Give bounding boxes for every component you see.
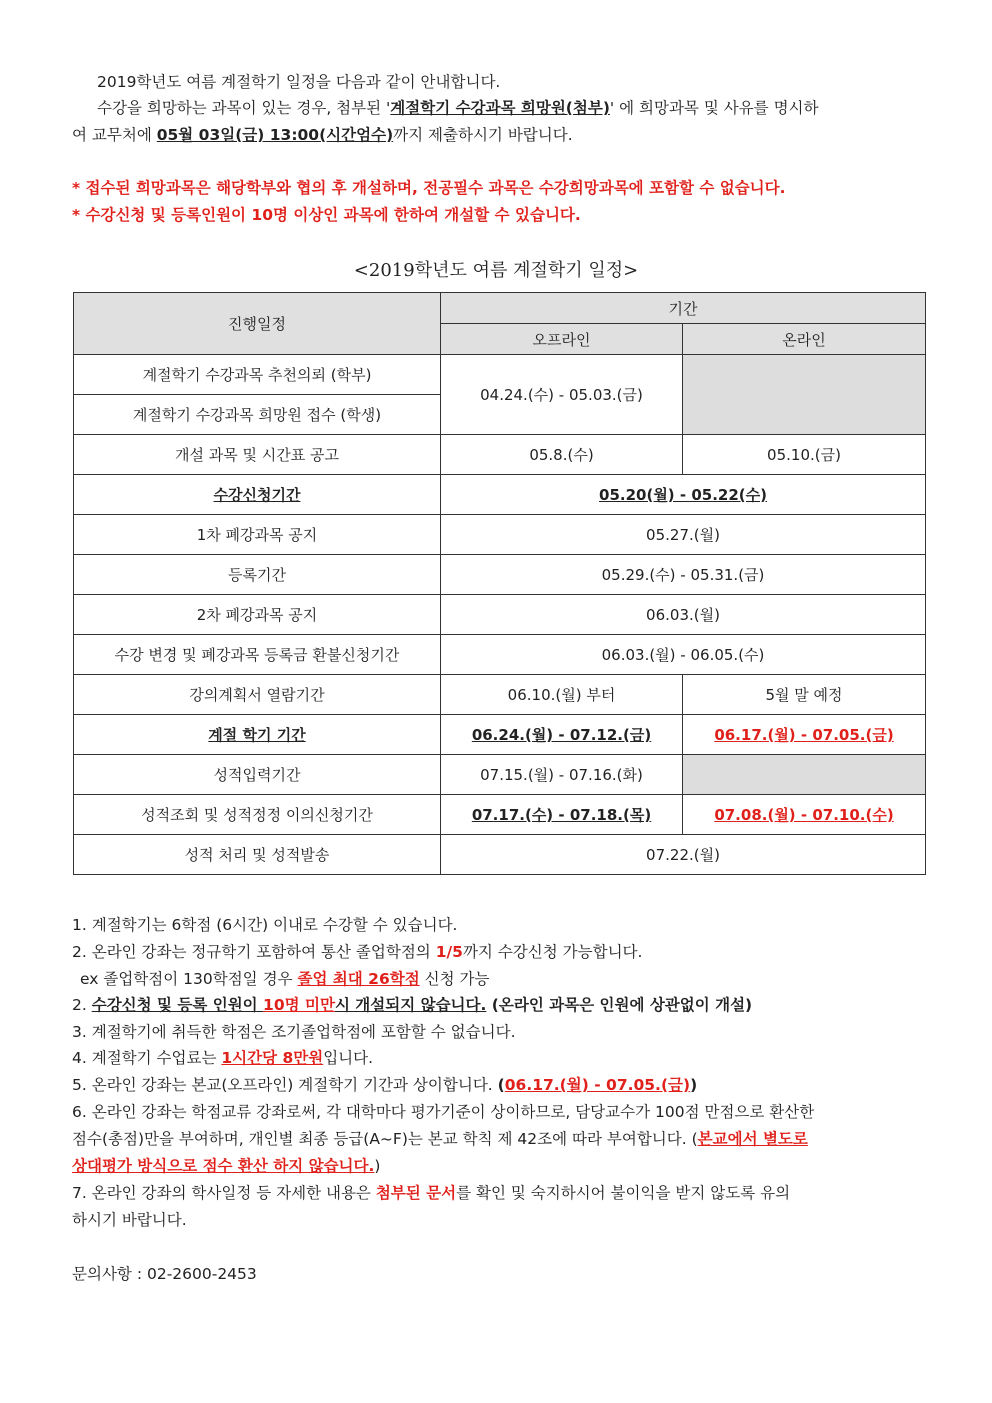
note-2-pre: 2. 온라인 강좌는 정규학기 포함하여 통산 졸업학점의 xyxy=(72,943,436,961)
note-2-example xyxy=(80,967,489,989)
note-7-pre: 7. 온라인 강좌의 학사일정 등 자세한 내용은 xyxy=(72,1184,376,1202)
note-6-line-2 xyxy=(72,1127,808,1149)
table-row xyxy=(74,795,926,835)
step-cell: 강의계획서 열람기간 xyxy=(74,675,441,715)
contact-info: 문의사항 : 02-2600-2453 xyxy=(72,1265,257,1283)
offline-cell: 06.10.(월) 부터 xyxy=(441,675,683,715)
note-2-example-credits: 졸업 최대 26학점 xyxy=(297,970,420,988)
table-row xyxy=(74,715,926,755)
intro-line-3-post: 까지 제출하시기 바랍니다. xyxy=(393,126,573,144)
offline-cell: 07.17.(수) - 07.18.(목) xyxy=(441,795,683,835)
offline-cell: 04.24.(수) - 05.03.(금) xyxy=(441,355,683,435)
header-online: 온라인 xyxy=(683,324,926,355)
note-2b-u1: 수강신청 및 등록 인원이 xyxy=(91,996,264,1014)
header-step: 진행일정 xyxy=(74,293,441,355)
table-row xyxy=(74,515,926,555)
note-5 xyxy=(72,1073,697,1095)
online-cell: 07.08.(월) - 07.10.(수) xyxy=(683,795,926,835)
period-cell: 07.22.(월) xyxy=(441,835,926,875)
note-2b-u2: 시 개설되지 않습니다. xyxy=(334,996,487,1014)
step-cell: 수강신청기간 xyxy=(74,475,441,515)
header-offline: 오프라인 xyxy=(441,324,683,355)
step-cell: 개설 과목 및 시간표 공고 xyxy=(74,435,441,475)
table-row xyxy=(74,595,926,635)
note-7-post: 를 확인 및 숙지하시어 불이익을 받지 않도록 유의 xyxy=(456,1184,791,1202)
step-cell: 2차 폐강과목 공지 xyxy=(74,595,441,635)
note-2-example-post: 신청 가능 xyxy=(419,970,490,988)
online-cell: 06.17.(월) - 07.05.(금) xyxy=(683,715,926,755)
step-cell: 성적입력기간 xyxy=(74,755,441,795)
note-6-line-3-close: ) xyxy=(374,1157,381,1175)
table-row xyxy=(74,835,926,875)
step-cell: 성적조회 및 성적정정 이의신청기간 xyxy=(74,795,441,835)
period-cell: 06.03.(월) xyxy=(441,595,926,635)
intro-line-1: 2019학년도 여름 계절학기 일정을 다음과 같이 안내합니다. xyxy=(97,73,501,91)
table-row xyxy=(74,755,926,795)
note-2b-number: 2. xyxy=(72,996,92,1014)
step-cell: 1차 폐강과목 공지 xyxy=(74,515,441,555)
step-cell: 성적 처리 및 성적발송 xyxy=(74,835,441,875)
note-2 xyxy=(72,940,642,962)
table-row xyxy=(74,355,926,395)
note-2b-minimum: 10명 미만 xyxy=(263,996,335,1014)
intro-line-2 xyxy=(97,96,819,118)
schedule-title: <2019학년도 여름 계절학기 일정> xyxy=(353,260,639,281)
step-cell: 계절학기 수강과목 희망원 접수 (학생) xyxy=(74,395,441,435)
note-5-period: 06.17.(월) - 07.05.(금) xyxy=(504,1076,691,1094)
offline-cell: 05.8.(수) xyxy=(441,435,683,475)
intro-line-2-pre: 수강을 희망하는 과목이 있는 경우, 첨부된 ' xyxy=(97,99,391,117)
table-row xyxy=(74,635,926,675)
notice-2: * 수강신청 및 등록인원이 10명 이상인 과목에 한하여 개설할 수 있습니다. xyxy=(72,206,581,224)
step-cell: 수강 변경 및 폐강과목 등록금 환불신청기간 xyxy=(74,635,441,675)
table-row xyxy=(74,475,926,515)
note-2-example-pre: ex 졸업학점이 130학점일 경우 xyxy=(80,970,298,988)
offline-cell: 06.24.(월) - 07.12.(금) xyxy=(441,715,683,755)
note-2-post: 까지 수강신청 가능합니다. xyxy=(462,943,643,961)
online-cell: 5월 말 예정 xyxy=(683,675,926,715)
online-cell-empty xyxy=(683,355,926,435)
note-4 xyxy=(72,1046,373,1068)
note-1: 1. 계절학기는 6학점 (6시간) 이내로 수강할 수 있습니다. xyxy=(72,916,458,934)
table-header-row xyxy=(74,293,926,324)
table-row xyxy=(74,675,926,715)
table-row xyxy=(74,435,926,475)
step-cell: 계절 학기 기간 xyxy=(74,715,441,755)
note-3: 3. 계절학기에 취득한 학점은 조기졸업학점에 포함할 수 없습니다. xyxy=(72,1023,516,1041)
period-cell: 05.27.(월) xyxy=(441,515,926,555)
header-period: 기간 xyxy=(441,293,926,324)
offline-cell: 07.15.(월) - 07.16.(화) xyxy=(441,755,683,795)
note-7-document: 첨부된 문서 xyxy=(375,1184,457,1202)
period-cell: 05.20(월) - 05.22(수) xyxy=(441,475,926,515)
note-5-close: ) xyxy=(690,1076,698,1094)
intro-line-2-post: ' 에 희망과목 및 사유를 명시하 xyxy=(609,99,819,117)
online-cell: 05.10.(금) xyxy=(683,435,926,475)
note-4-pre: 4. 계절학기 수업료는 xyxy=(72,1049,222,1067)
period-cell: 05.29.(수) - 05.31.(금) xyxy=(441,555,926,595)
step-cell: 계절학기 수강과목 추천의뢰 (학부) xyxy=(74,355,441,395)
step-cell: 등록기간 xyxy=(74,555,441,595)
schedule-table xyxy=(73,292,926,875)
note-2b-post: (온라인 과목은 인원에 상관없이 개설) xyxy=(486,996,753,1014)
note-6-line-1: 6. 온라인 강좌는 학점교류 강좌로써, 각 대학마다 평가기준이 상이하므로, 담당교수가 100점 만점으로 환산한 xyxy=(72,1103,815,1121)
online-cell-empty xyxy=(683,755,926,795)
note-6-line-3-red: 상대평가 방식으로 점수 환산 하지 않습니다. xyxy=(72,1157,375,1175)
note-2-fraction: 1/5 xyxy=(435,943,463,961)
note-5-pre: 5. 온라인 강좌는 본교(오프라인) 계절학기 기간과 상이합니다. xyxy=(72,1076,498,1094)
note-6-line-2-red: 본교에서 별도로 xyxy=(697,1130,808,1148)
period-cell: 06.03.(월) - 06.05.(수) xyxy=(441,635,926,675)
note-4-fee: 1시간당 8만원 xyxy=(221,1049,324,1067)
notice-1: * 접수된 희망과목은 해당학부와 협의 후 개설하며, 전공필수 과목은 수강희망과목에 포함할 수 없습니다. xyxy=(72,179,786,197)
note-6-line-3 xyxy=(72,1154,380,1176)
note-5-open: ( xyxy=(497,1076,505,1094)
note-2b xyxy=(72,993,752,1015)
note-7-line-1 xyxy=(72,1181,790,1203)
intro-line-3 xyxy=(72,123,573,145)
note-7-line-2: 하시기 바랍니다. xyxy=(72,1211,187,1229)
submission-deadline: 05월 03일(금) 13:00(시간엄수) xyxy=(156,126,394,144)
intro-line-3-pre: 여 교무처에 xyxy=(72,126,157,144)
application-form-name: 계절학기 수강과목 희망원(첨부) xyxy=(390,99,610,117)
note-4-post: 입니다. xyxy=(323,1049,374,1067)
note-6-line-2-pre: 점수(총점)만을 부여하며, 개인별 최종 등급(A~F)는 본교 학칙 제 42조에 따라 부여합니다. ( xyxy=(72,1130,698,1148)
table-row xyxy=(74,555,926,595)
